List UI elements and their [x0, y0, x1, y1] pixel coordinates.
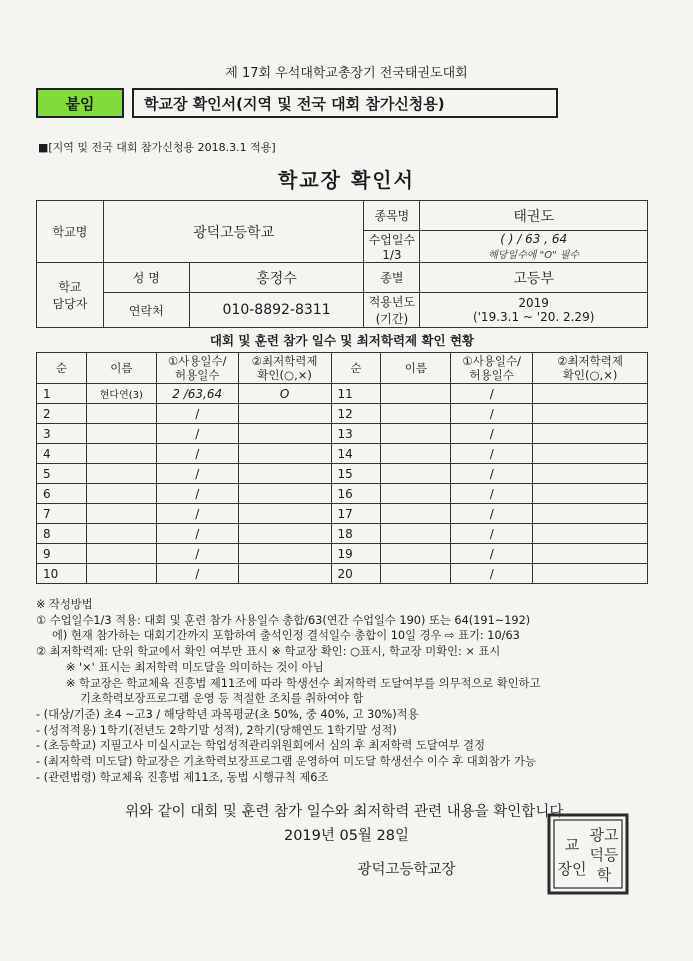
row-number: 11 [331, 384, 381, 404]
row-days: / [451, 524, 533, 544]
row-days: / [451, 444, 533, 464]
row-number: 16 [331, 484, 381, 504]
row-days: / [156, 404, 238, 424]
row-number: 8 [37, 524, 87, 544]
row-number: 9 [37, 544, 87, 564]
year-value-cell [420, 293, 648, 328]
row-number: 2 [37, 404, 87, 424]
year-value: 2019 [518, 296, 549, 310]
confirm-text: 위와 같이 대회 및 훈련 참가 일수와 최저학력 관련 내용을 확인합니다. [125, 804, 568, 820]
year-label-2: (기간) [375, 312, 409, 326]
note-line: - (관련법령) 학교체육 진흥법 제11조, 동법 시행규칙 제6조 [36, 770, 329, 784]
row-number: 6 [37, 484, 87, 504]
row-days: / [451, 384, 533, 404]
notes-section [36, 597, 656, 785]
row-check [238, 544, 331, 564]
row-number: 13 [331, 424, 381, 444]
row-number: 18 [331, 524, 381, 544]
row-check: O [238, 384, 331, 404]
division-label: 종별 [364, 263, 420, 293]
row-number: 12 [331, 404, 381, 424]
col-check-right-1: ②최저학력제 [557, 354, 623, 368]
svg-text:교: 교 [564, 836, 580, 854]
row-check [533, 384, 648, 404]
row-check [533, 524, 648, 544]
table-row [37, 464, 648, 484]
row-name [381, 544, 451, 564]
competition-title: 제 17회 우석대학교총장기 전국태권도대회 [225, 66, 468, 81]
row-number: 3 [37, 424, 87, 444]
row-days: / [451, 504, 533, 524]
table-row [37, 564, 648, 584]
svg-text:학: 학 [596, 866, 612, 884]
row-number: 5 [37, 464, 87, 484]
event-label: 종목명 [364, 201, 420, 231]
row-check [533, 484, 648, 504]
col-check-right [533, 353, 648, 384]
name-value: 홍정수 [189, 263, 364, 293]
svg-text:덕등: 덕등 [589, 846, 619, 864]
attachment-badge: 붙임 [36, 88, 124, 118]
row-days: / [451, 564, 533, 584]
col-no-right: 순 [331, 353, 381, 384]
col-check-left-2: 확인(○,×) [257, 368, 312, 382]
header-title: 학교장 확인서(지역 및 전국 대회 참가신청용) [132, 88, 558, 118]
attendance-table [36, 352, 648, 584]
row-number: 20 [331, 564, 381, 584]
row-check [238, 444, 331, 464]
col-name-left: 이름 [86, 353, 156, 384]
days-label-cell [364, 231, 420, 263]
principal-signature: 광덕고등학교장 [357, 862, 456, 878]
school-value: 광덕고등학교 [103, 201, 364, 263]
note-line: ※ '×' 표시는 최저학력 미도달을 의미하는 것이 아님 [66, 660, 324, 674]
note-line: ※ 학교장은 학교체육 진흥법 제11조에 따라 학생선수 최저학력 도달여부를 의무적으로 확인하고 [66, 676, 541, 690]
row-check [533, 504, 648, 524]
document-title: 학교장 확인서 [278, 168, 415, 192]
row-days: / [156, 484, 238, 504]
note-line: - (대상/기준) 초4 ~고3 / 해당학년 과목평균(초 50%, 중 40%, 고 30%)적용 [36, 707, 419, 721]
row-name [381, 484, 451, 504]
row-name [86, 444, 156, 464]
division-value: 고등부 [420, 263, 648, 293]
row-number: 7 [37, 504, 87, 524]
row-check [238, 404, 331, 424]
row-check [238, 504, 331, 524]
note-line: ① 수업일수1/3 적용: 대회 및 훈련 참가 사용일수 총합/63(연간 수업일수 190) 또는 64(191~192) [36, 613, 531, 627]
row-name [381, 384, 451, 404]
col-days-left-2: 허용일수 [175, 368, 220, 382]
col-days-right-2: 허용일수 [469, 368, 514, 382]
row-days: / [156, 464, 238, 484]
row-name [381, 564, 451, 584]
section-title: 대회 및 훈련 참가 일수 및 최저학력제 확인 현황 [209, 333, 475, 348]
row-days: / [156, 544, 238, 564]
row-days: / [156, 524, 238, 544]
notes-heading: ※ 작성방법 [36, 598, 93, 611]
row-check [238, 464, 331, 484]
row-days: / [156, 504, 238, 524]
table-row [37, 424, 648, 444]
row-number: 15 [331, 464, 381, 484]
year-label-cell [364, 293, 420, 328]
name-label: 성 명 [103, 263, 189, 293]
row-check [238, 484, 331, 504]
svg-text:장인: 장인 [557, 860, 587, 878]
note-line: 기초학력보장프로그램 운영 등 적절한 조치를 취하여야 함 [80, 692, 364, 706]
manager-label-2: 담당자 [52, 297, 88, 311]
col-days-left-1: ①사용일수/ [167, 354, 227, 368]
row-days: / [156, 564, 238, 584]
table-row [37, 444, 648, 464]
row-name [86, 404, 156, 424]
row-name [86, 484, 156, 504]
days-value: ( ) / 63 , 64 [500, 232, 568, 246]
col-days-left [156, 353, 238, 384]
row-name [381, 504, 451, 524]
attendance-header-row [37, 353, 648, 384]
days-label: 수업일수 [368, 233, 416, 247]
row-number: 19 [331, 544, 381, 564]
note-line: - (초등학교) 지필고사 미실시교는 학업성적관리위원회에서 심의 후 최저학력 도달여부 결정 [36, 739, 485, 753]
note-line: ② 최저학력제: 단위 학교에서 확인 여부만 표시 ※ 학교장 확인: ○표시, 학교장 미확인: × 표시 [36, 645, 501, 659]
row-check [533, 444, 648, 464]
days-value-cell [420, 231, 648, 263]
col-days-right-1: ①사용일수/ [462, 354, 522, 368]
row-name [381, 524, 451, 544]
table-row [37, 404, 648, 424]
col-check-left [238, 353, 331, 384]
row-check [533, 464, 648, 484]
table-row [37, 504, 648, 524]
manager-label: 학교 [58, 280, 82, 294]
row-check [533, 564, 648, 584]
col-check-left-1: ②최저학력제 [251, 354, 318, 368]
row-days: / [451, 464, 533, 484]
note-line: - (성적적용) 1학기(전년도 2학기말 성적), 2학기(당해연도 1학기말 성적) [36, 723, 397, 737]
info-table [36, 200, 648, 328]
contact-label: 연락처 [103, 293, 189, 328]
row-check [533, 544, 648, 564]
period-value: ('19.3.1 ~ '20. 2.29) [472, 310, 595, 324]
row-number: 14 [331, 444, 381, 464]
date-text: 2019년 05월 28일 [283, 828, 410, 844]
note-line: 에) 현재 참가하는 대회기간까지 포함하여 출석인정 결석일수 총합이 10일 경우 ⇨ 표기: 10/63 [52, 629, 520, 643]
row-check [533, 404, 648, 424]
row-check [238, 424, 331, 444]
col-no-left: 순 [37, 353, 87, 384]
days-label-fraction: 1/3 [382, 248, 402, 262]
event-value: 태권도 [420, 201, 648, 231]
row-days: 2 /63,64 [156, 384, 238, 404]
school-label: 학교명 [37, 201, 104, 263]
manager-label-cell [37, 263, 104, 328]
row-days: / [451, 424, 533, 444]
table-row [37, 384, 648, 404]
row-check [533, 424, 648, 444]
row-days: / [451, 544, 533, 564]
row-name [86, 504, 156, 524]
row-days: / [451, 484, 533, 504]
note-line: - (최저학력 미도달) 학교장은 기초학력보장프로그램 운영하여 미도달 학생선수 이수 후 대회참가 가능 [36, 755, 536, 769]
table-row [37, 524, 648, 544]
row-name: 현다연(3) [86, 384, 156, 404]
col-name-right: 이름 [381, 353, 451, 384]
row-name [86, 424, 156, 444]
col-check-right-2: 확인(○,×) [562, 368, 618, 382]
row-days: / [156, 444, 238, 464]
row-name [86, 544, 156, 564]
row-name [86, 464, 156, 484]
row-name [381, 404, 451, 424]
table-row [37, 544, 648, 564]
contact-value: 010-8892-8311 [189, 293, 364, 328]
year-label: 적용년도 [368, 295, 416, 309]
row-days: / [156, 424, 238, 444]
row-number: 17 [331, 504, 381, 524]
row-check [238, 564, 331, 584]
row-number: 4 [37, 444, 87, 464]
school-seal-icon [546, 812, 630, 896]
col-days-right [451, 353, 533, 384]
row-name [86, 564, 156, 584]
row-name [381, 444, 451, 464]
table-row [37, 484, 648, 504]
row-days: / [451, 404, 533, 424]
days-note: 해당일수에 "O" 필수 [488, 250, 580, 261]
row-check [238, 524, 331, 544]
row-number: 1 [37, 384, 87, 404]
row-name [381, 424, 451, 444]
row-number: 10 [37, 564, 87, 584]
row-name [86, 524, 156, 544]
applied-note: ■[지역 및 전국 대회 참가신청용 2018.3.1 적용] [38, 141, 276, 154]
svg-text:광고: 광고 [589, 826, 619, 844]
row-name [381, 464, 451, 484]
